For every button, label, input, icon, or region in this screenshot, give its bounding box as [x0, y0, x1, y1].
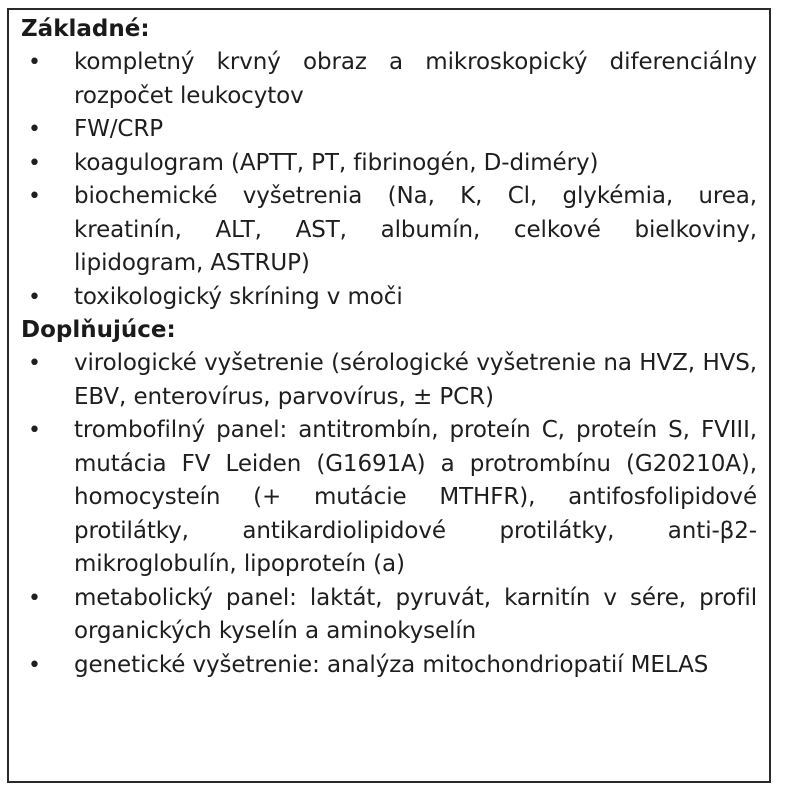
list-basic	[21, 46, 757, 314]
bullet-icon: •	[28, 585, 41, 611]
list-item-text: FW/CRP	[74, 116, 164, 142]
section-title-basic: Základné:	[21, 16, 150, 42]
list-item-text: metabolický panel: laktát, pyruvát, karnitín v sére, profil organických kyselín a aminokyselín	[74, 584, 757, 644]
bullet-icon: •	[28, 351, 41, 376]
list-item-text: biochemické vyšetrenia (Na, K, Cl, glykémia, urea, kreatinín, ALT, AST, albumín, celkové bielkoviny, lipidogram, ASTRUP)	[74, 183, 757, 276]
list-item-text: trombofilný panel: antitrombín, proteín C, proteín S, FVIII, mutácia FV Leiden (G1691A) a protrombínu (G20210A), homocysteín (+ mutácie MTHFR), antifosfolipidové protilátky, antikardiolipidové protilátky, anti-β2-mikroglobulín, lipoproteín (a)	[74, 417, 757, 577]
list-supplementary	[21, 347, 757, 682]
bullet-icon: •	[28, 284, 41, 310]
list-item	[21, 347, 757, 414]
list-item	[21, 649, 757, 683]
list-item	[21, 46, 757, 113]
bullet-icon: •	[28, 652, 41, 678]
list-item	[21, 281, 757, 315]
bullet-icon: •	[28, 418, 41, 443]
list-item	[21, 147, 757, 181]
list-item-text: toxikologický skríning v moči	[74, 283, 403, 310]
list-item-text: kompletný krvný obraz a mikroskopický diferenciálny rozpočet leukocytov	[74, 49, 757, 109]
list-item-text: genetické vyšetrenie: analýza mitochondriopatií MELAS	[74, 651, 709, 678]
bullet-icon: •	[28, 184, 41, 209]
bullet-icon: •	[28, 50, 41, 75]
list-item-text: koagulogram (APTT, PT, fibrinogén, D-diméry)	[74, 149, 599, 176]
section-basic	[21, 13, 757, 314]
list-item	[21, 414, 757, 582]
list-item-text: virologické vyšetrenie (sérologické vyšetrenie na HVZ, HVS, EBV, enterovírus, parvovírus, ± PCR)	[74, 350, 757, 410]
examinations-box	[7, 8, 771, 783]
list-item	[21, 582, 757, 649]
bullet-icon: •	[28, 117, 41, 142]
section-supplementary	[21, 314, 757, 682]
list-item	[21, 113, 757, 147]
section-title-supplementary: Doplňujúce:	[21, 317, 176, 343]
bullet-icon: •	[28, 150, 41, 176]
list-item	[21, 180, 757, 281]
